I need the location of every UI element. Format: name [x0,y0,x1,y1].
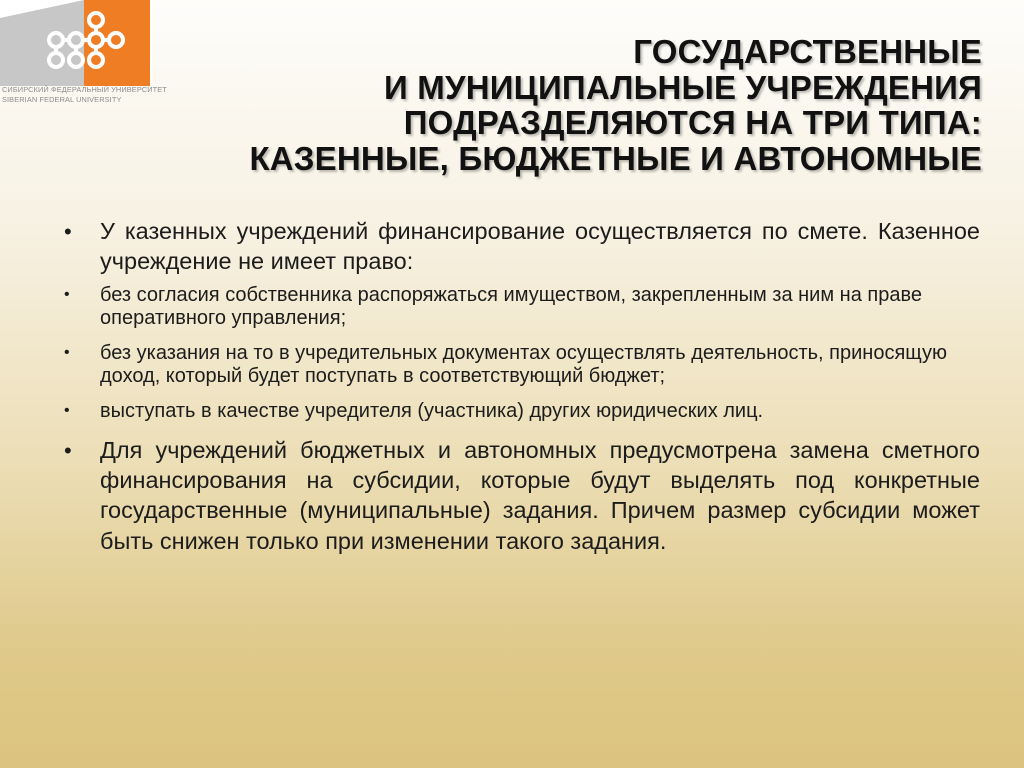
title-line-2: И МУНИЦИПАЛЬНЫЕ УЧРЕЖДЕНИЯ [384,68,982,106]
list-item [58,216,980,277]
logo-name-en: SIBERIAN FEDERAL UNIVERSITY [2,95,122,104]
bullet-icon: • [64,343,70,361]
title-line-4: КАЗЕННЫЕ, БЮДЖЕТНЫЕ И АВТОНОМНЫЕ [249,139,982,177]
bullet-icon: • [64,437,72,463]
title-line-3: ПОДРАЗДЕЛЯЮТСЯ НА ТРИ ТИПА: [403,104,982,142]
list-item [58,284,980,331]
bullet-icon: • [64,219,72,244]
bullet-icon: • [64,285,70,303]
list-item-text: без согласия собственника распоряжаться имуществом, закрепленным за ним на праве оперативного управления; [100,283,922,330]
list-item-text: У казенных учреждений финансирование осуществляется по смете. Казенное учреждение не имеет право: [100,218,980,275]
list-item [58,400,980,424]
slide-title [82,34,982,177]
list-item-text: без указания на то в учредительных документах осуществлять деятельность, приносящую доход, который будет поступать в соответствующий бюджет; [100,341,947,388]
list-item [58,342,980,389]
logo-name-ru: СИБИРСКИЙ ФЕДЕРАЛЬНЫЙ УНИВЕРСИТЕТ [2,85,167,94]
title-line-1: ГОСУДАРСТВЕННЫЕ [633,33,982,70]
list-item-text: выступать в качестве учредителя (участника) других юридических лиц. [100,400,764,422]
list-item-text: Для учреждений бюджетных и автономных предусмотрена замена сметного финансирования на субсидии, которые будут выделять под конкретные государственные (муниципальные) задания. Причем размер субсидии может быть снижен только при изменении такого задания. [100,436,980,554]
bullet-list [58,216,980,563]
bullet-icon: • [64,402,70,419]
list-item [58,435,980,556]
